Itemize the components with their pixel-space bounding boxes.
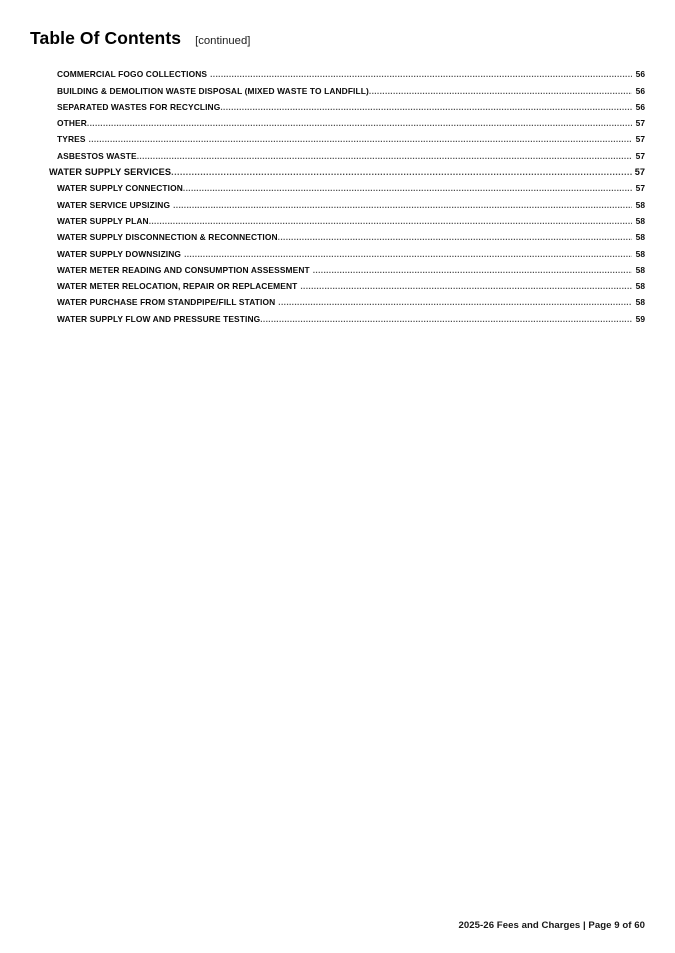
toc-dot-leader bbox=[170, 200, 632, 211]
toc-dot-leader bbox=[310, 265, 632, 276]
toc-dot-leader bbox=[275, 297, 632, 308]
toc-entry-page-number: 56 bbox=[635, 85, 645, 96]
toc-entry-page-number: 58 bbox=[635, 248, 645, 259]
page-title: Table Of Contents bbox=[30, 28, 182, 48]
toc-entry-label: WATER PURCHASE FROM STANDPIPE/FILL STATION bbox=[57, 297, 276, 308]
toc-entry-label: WATER SERVICE UPSIZING bbox=[57, 199, 171, 210]
toc-entry[interactable] bbox=[30, 80, 645, 96]
toc-dot-leader bbox=[369, 86, 632, 97]
toc-dot-leader bbox=[297, 281, 632, 292]
toc-entry-label: WATER SUPPLY DOWNSIZING bbox=[57, 248, 182, 259]
toc-dot-leader bbox=[149, 216, 632, 227]
toc-entry-page-number: 56 bbox=[635, 69, 645, 80]
toc-entry[interactable] bbox=[30, 129, 645, 145]
page-footer: 2025-26 Fees and Charges | Page 9 of 60 bbox=[458, 920, 645, 931]
toc-entry[interactable] bbox=[30, 64, 645, 80]
toc-entry-label: WATER METER READING AND CONSUMPTION ASSESSMENT bbox=[57, 264, 310, 275]
toc-dot-leader bbox=[207, 69, 632, 80]
toc-entry-page-number: 58 bbox=[635, 297, 645, 308]
toc-entry[interactable] bbox=[30, 97, 645, 113]
toc-header bbox=[30, 30, 250, 48]
toc-entry-page-number: 58 bbox=[635, 199, 645, 210]
toc-entry[interactable] bbox=[30, 145, 645, 161]
toc-entry[interactable] bbox=[30, 243, 645, 259]
toc-entry-label: TYRES bbox=[57, 134, 86, 145]
toc-entry[interactable] bbox=[30, 227, 645, 243]
toc-entry[interactable] bbox=[30, 194, 645, 210]
toc-dot-leader bbox=[86, 134, 632, 145]
toc-entry-page-number: 57 bbox=[635, 134, 645, 145]
toc-entry-label: COMMERCIAL FOGO COLLECTIONS bbox=[57, 69, 208, 80]
toc-entry[interactable] bbox=[30, 292, 645, 308]
toc-entry[interactable] bbox=[30, 113, 645, 129]
toc-entry[interactable] bbox=[30, 260, 645, 276]
toc-entry[interactable] bbox=[30, 211, 645, 227]
toc-entry-page-number: 58 bbox=[635, 215, 645, 226]
toc-entry[interactable] bbox=[30, 178, 645, 194]
toc-dot-leader bbox=[278, 232, 632, 243]
toc-continued-label: [continued] bbox=[195, 35, 251, 47]
toc-entry-page-number: 57 bbox=[635, 150, 645, 161]
toc-entry-label: WATER METER RELOCATION, REPAIR OR REPLACEMENT bbox=[57, 281, 298, 292]
toc-entry[interactable] bbox=[30, 308, 645, 324]
toc-entry-label: WATER SUPPLY SERVICES bbox=[49, 167, 172, 178]
toc-entry[interactable] bbox=[30, 276, 645, 292]
table-of-contents-list bbox=[30, 64, 645, 325]
toc-dot-leader bbox=[137, 151, 632, 162]
toc-entry-page-number: 58 bbox=[635, 264, 645, 275]
toc-entry-page-number: 57 bbox=[635, 183, 645, 194]
toc-entry-label: BUILDING & DEMOLITION WASTE DISPOSAL (MIXED WASTE TO LANDFILL) bbox=[57, 85, 369, 96]
toc-entry-page-number: 59 bbox=[635, 313, 645, 324]
toc-entry-label: OTHER bbox=[57, 118, 87, 129]
toc-entry-page-number: 57 bbox=[634, 167, 645, 178]
toc-entry-label: WATER SUPPLY FLOW AND PRESSURE TESTING bbox=[57, 313, 261, 324]
toc-entry-page-number: 56 bbox=[635, 101, 645, 112]
toc-entry-label: WATER SUPPLY DISCONNECTION & RECONNECTION bbox=[57, 232, 278, 243]
toc-entry-label: SEPARATED WASTES FOR RECYCLING bbox=[57, 101, 221, 112]
toc-entry-page-number: 58 bbox=[635, 281, 645, 292]
toc-dot-leader bbox=[87, 118, 632, 129]
toc-entry-label: WATER SUPPLY CONNECTION bbox=[57, 183, 183, 194]
toc-entry-label: WATER SUPPLY PLAN bbox=[57, 215, 149, 226]
toc-entry[interactable] bbox=[30, 162, 645, 178]
toc-dot-leader bbox=[260, 314, 632, 325]
toc-dot-leader bbox=[183, 183, 632, 194]
toc-entry-page-number: 58 bbox=[635, 232, 645, 243]
toc-dot-leader bbox=[181, 249, 632, 260]
toc-dot-leader bbox=[220, 102, 632, 113]
toc-entry-label: ASBESTOS WASTE bbox=[57, 150, 137, 161]
toc-dot-leader bbox=[171, 167, 632, 178]
toc-entry-page-number: 57 bbox=[635, 118, 645, 129]
